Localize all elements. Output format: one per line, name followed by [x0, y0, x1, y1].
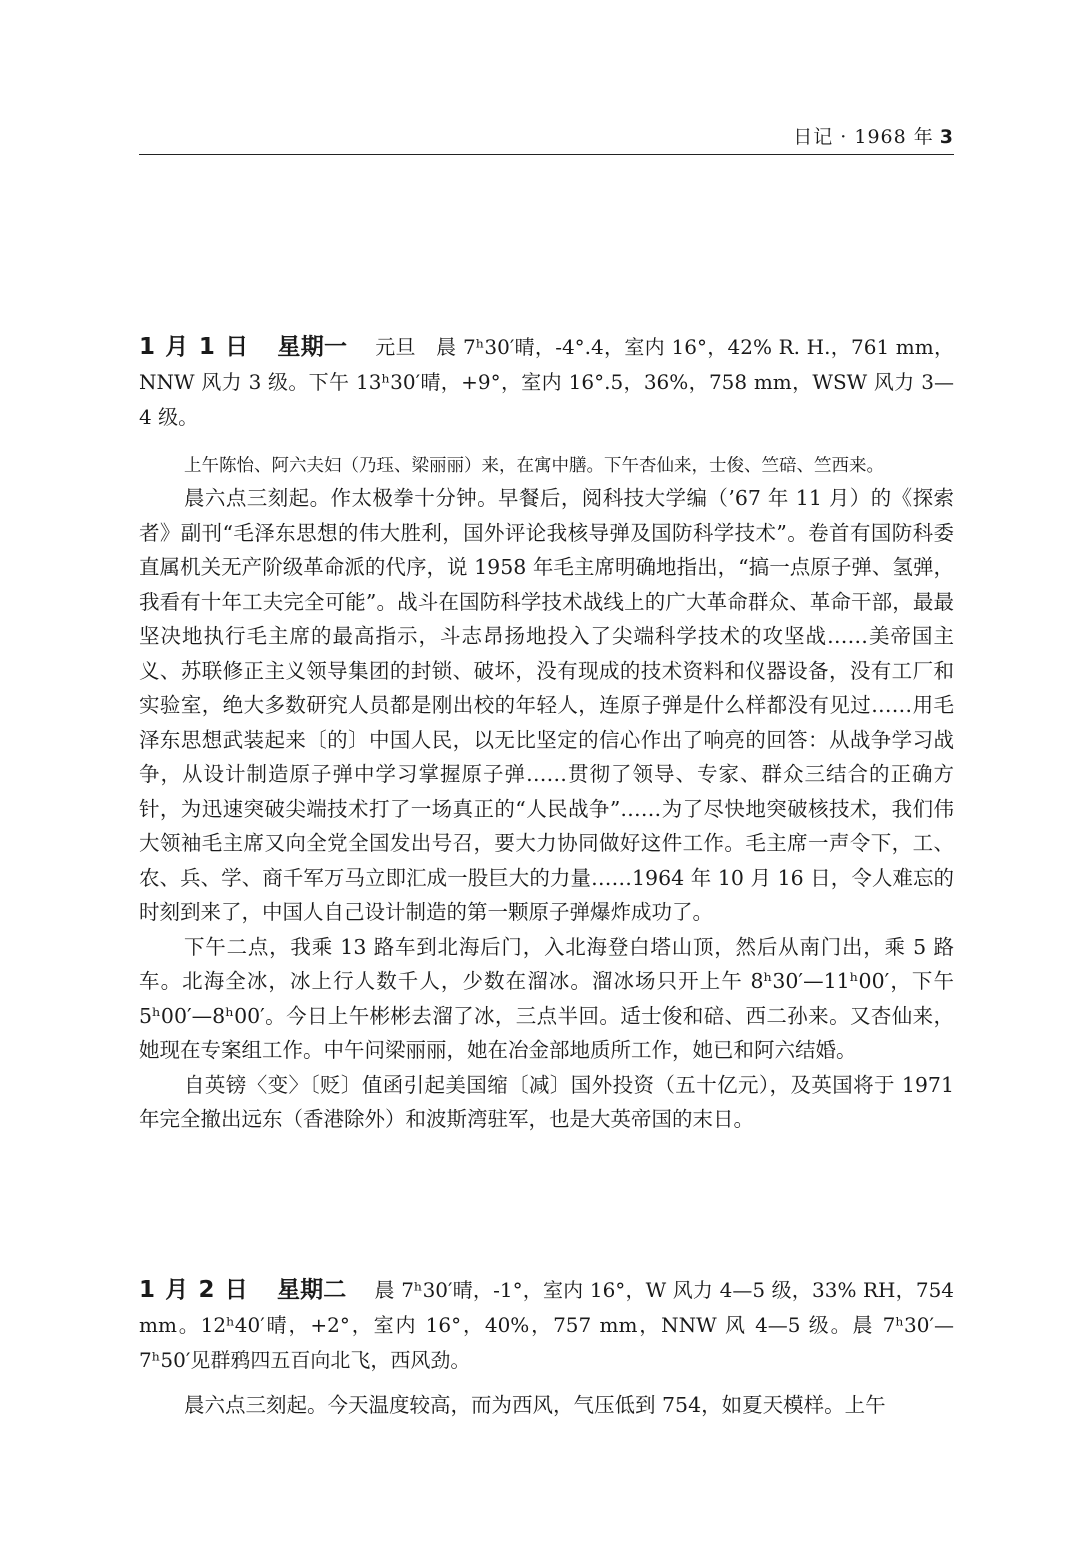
diary-paragraph: 晨六点三刻起。作太极拳十分钟。早餐后，阅科技大学编（’67 年 11 月）的《探索者》副刊“毛泽东思想的伟大胜利，国外评论我核导弹及国防科学技术”。卷首有国防科委直属机关无产阶级革命派的代序，说 1958 年毛主席明确地指出，“搞一点原子弹、氢弹，我看有十年工夫完全可能”。战斗在国防科学技术战线上的广大革命群众、革命干部，最最坚决地执行毛主席的最高指示，斗志昂扬地投入了尖端科学技术的攻坚战……美帝国主义、苏联修正主义领导集团的封锁、破坏，没有现成的技术资料和仪器设备，没有工厂和实验室，绝大多数研究人员都是刚出校的年轻人，连原子弹是什么样都没有见过……用毛泽东思想武装起来〔的〕中国人民，以无比坚定的信心作出了响亮的回答：从战争学习战争，从设计制造原子弹中学习掌握原子弹……贯彻了领导、专家、群众三结合的正确方针，为迅速突破尖端技术打了一场真正的“人民战争”……为了尽快地突破核技术，我们伟大领袖毛主席又向全党全国发出号召，要大力协同做好这件工作。毛主席一声令下，工、农、兵、学、商千军万马立即汇成一股巨大的力量……1964 年 10 月 16 日，令人难忘的时刻到来了，中国人自己设计制造的第一颗原子弹爆炸成功了。 [139, 486, 954, 924]
running-head-text [793, 122, 954, 149]
entry-header [139, 1273, 954, 1378]
running-head [139, 118, 954, 155]
weather-record: 晨 7ʰ30′晴，-1°，室内 16°，W 风力 4—5 级，33% RH，754 mm。12ʰ40′晴，+2°，室内 16°，40%，757 mm，NNW 风 4—5 级。晨 7ʰ30′—7ʰ50′见群鸦四五百向北飞，西风劲。 [139, 1278, 955, 1372]
entry-weekday: 星期一 [277, 334, 348, 360]
entry-date: 1 月 1 日 [139, 334, 250, 360]
diary-entry-jan-1 [139, 330, 954, 1137]
weather-record: 元旦 晨 7ʰ30′晴，-4°.4，室内 16°，42% R. H.，761 mm，NNW 风力 3 级。下午 13ʰ30′晴，+9°，室内 16°.5，36%，758 mm，WSW 风力 3—4 级。 [139, 335, 955, 429]
running-head-title: 日记 · 1968 年 [793, 126, 934, 148]
diary-paragraph: 自英镑〈变〉〔贬〕值函引起美国缩〔减〕国外投资（五十亿元），及英国将于 1971 年完全撤出远东（香港除外）和波斯湾驻军，也是大英帝国的末日。 [139, 1072, 954, 1131]
entry-date: 1 月 2 日 [139, 1277, 249, 1303]
visitors-note: 上午陈怡、阿六夫妇（乃珏、梁丽丽）来，在寓中膳。下午杏仙来，士俊、竺碚、竺西来。 [184, 456, 884, 476]
entry-weekday: 星期二 [276, 1277, 347, 1303]
page-number: 3 [939, 126, 954, 148]
diary-paragraph: 下午二点，我乘 13 路车到北海后门，入北海登白塔山顶，然后从南门出，乘 5 路车。北海全冰，冰上行人数千人，少数在溜冰。溜冰场只开上午 8ʰ30′—11ʰ00′，下午 5ʰ00′—8ʰ00′。今日上午彬彬去溜了冰，三点半回。适士俊和碚、西二孙来。又杏仙来，她现在专案组工作。中午问梁丽丽，她在冶金部地质所工作，她已和阿六结婚。 [139, 934, 954, 1062]
diary-entry-jan-2 [139, 1273, 954, 1423]
diary-paragraph: 晨六点三刻起。今天温度较高，而为西风，气压低到 754，如夏天模样。上午 [184, 1393, 886, 1417]
entry-header [139, 330, 954, 435]
